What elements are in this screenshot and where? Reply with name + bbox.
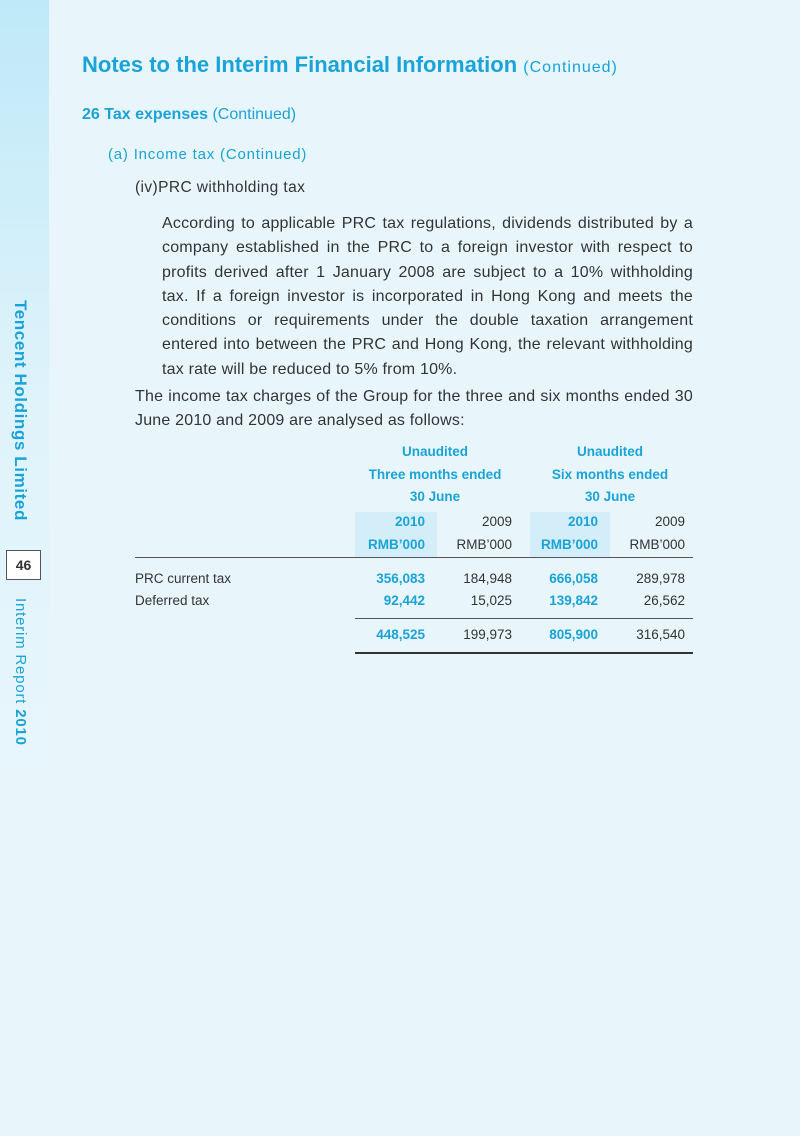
header-rule	[135, 557, 693, 558]
col2-year: 2009	[481, 514, 512, 529]
row1-col4: 289,978	[636, 571, 685, 586]
row2-col3: 139,842	[549, 593, 598, 608]
page-title-text: Notes to the Interim Financial Information	[82, 52, 518, 77]
row2-label: Deferred tax	[135, 593, 210, 608]
row2-col1: 92,442	[383, 593, 425, 608]
paragraph-withholding-tax: According to applicable PRC tax regulations, dividends distributed by a company established in the PRC to a foreign investor with respect to profits derived after 1 January 2008 are subject to a 10% withholding tax. If a foreign investor is incorporated in Hong Kong and meets the conditions or requirements under the double taxation arrangement entered into between the PRC and Hong Kong, the relevant withholding tax rate will be reduced to 5% from 10%.	[162, 215, 693, 378]
section-heading-suffix: (Continued)	[212, 106, 297, 123]
col1-unit: RMB’000	[367, 537, 425, 552]
group2-line1: Unaudited	[577, 444, 643, 459]
report-year: 2010	[12, 709, 29, 746]
group1-line1: Unaudited	[402, 444, 468, 459]
group2-line2: Six months ended	[551, 467, 669, 482]
col2-unit: RMB’000	[456, 537, 512, 552]
total-col2: 199,973	[463, 627, 512, 642]
total-col1: 448,525	[376, 627, 425, 642]
paragraph-analysis-intro: The income tax charges of the Group for the three and six months ended 30 June 2010 and 2009 are analysed as follows:	[135, 388, 693, 430]
sidebar-report-title	[12, 598, 29, 746]
row1-col1: 356,083	[376, 571, 425, 586]
total-rule	[355, 652, 693, 654]
col3-year: 2010	[567, 514, 598, 529]
col4-year: 2009	[654, 514, 685, 529]
page-title	[82, 52, 618, 78]
total-col3: 805,900	[549, 627, 598, 642]
item-heading: (iv)PRC withholding tax	[135, 179, 306, 196]
col1-year: 2010	[394, 514, 425, 529]
row2-col2: 15,025	[470, 593, 512, 608]
subsection-heading: (a) Income tax (Continued)	[108, 146, 308, 163]
page-title-suffix: (Continued)	[523, 59, 618, 76]
col3-unit: RMB’000	[540, 537, 598, 552]
row1-col2: 184,948	[463, 571, 512, 586]
section-heading-text: 26 Tax expenses	[82, 106, 209, 123]
row1-col3: 666,058	[549, 571, 598, 586]
group1-line2: Three months ended	[368, 467, 502, 482]
sidebar-company-name: Tencent Holdings Limited	[11, 300, 30, 521]
sidebar	[0, 0, 49, 1136]
total-col4: 316,540	[636, 627, 685, 642]
page-number: 46	[6, 550, 41, 580]
section-heading	[82, 106, 296, 124]
group1-line3: 30 June	[409, 489, 461, 504]
row2-col4: 26,562	[643, 593, 685, 608]
group2-line3: 30 June	[584, 489, 636, 504]
report-prefix: Interim Report	[12, 598, 29, 710]
row1-label: PRC current tax	[135, 571, 232, 586]
col4-unit: RMB’000	[629, 537, 685, 552]
subtotal-rule	[355, 618, 693, 619]
